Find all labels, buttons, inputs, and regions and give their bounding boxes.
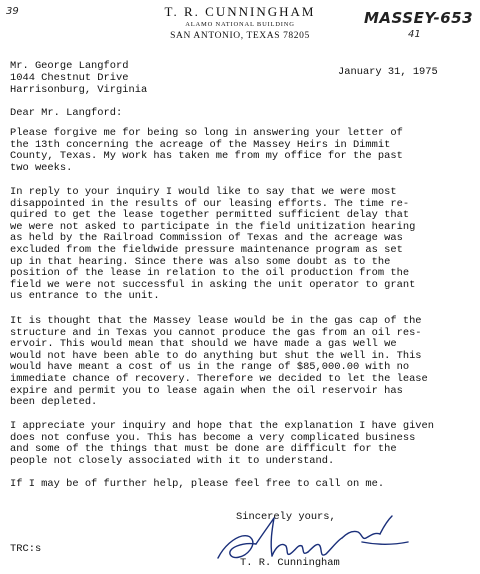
handwritten-page-number: 39 [6,6,19,17]
typist-initials: TRC:s [10,543,42,555]
paragraph-5: If I may be of further help, please feel free to call on me. [10,478,385,490]
signer-name: T. R. Cunningham [240,557,340,569]
recipient-street: 1044 Chestnut Drive [10,72,129,84]
letterhead-building: ALAMO NATIONAL BUILDING [185,21,295,28]
recipient-name: Mr. George Langford [10,60,129,72]
letterhead-name: T. R. CUNNINGHAM [164,4,316,19]
recipient-city: Harrisonburg, Virginia [10,84,148,96]
salutation: Dear Mr. Langford: [10,107,123,119]
paragraph-4: I appreciate your inquiry and hope that the explanation I have given does not confuse you. This has become a very complicated business and some of the things that must be done are difficult for the people not closely associated with it to understand. [10,420,435,467]
letterhead-city: SAN ANTONIO, TEXAS 78205 [170,31,310,41]
closing: Sincerely yours, [236,511,336,523]
handwritten-file-tag: MASSEY-653 [364,9,474,27]
paragraph-1: Please forgive me for being so long in answering your letter of the 13th concerning the acreage of the Massey Heirs in Dimmit County, Texas. My work has taken me from my office for the past two weeks. [10,127,403,174]
paragraph-2: In reply to your inquiry I would like to say that we were most disappointed in the results of our leasing efforts. The time re- quired to get the lease together permitted sufficient delay that we were not asked to participate in the field unitization hearing as held by the Railroad Commission of Texas and the acreage was excluded from the fieldwide pressure maintenance program as set up in that hearing. Since there was also some doubt as to the position of the lease in relation to the oil production from the field we were not successful in asking the unit operator to grant us entrance to the unit. [10,186,416,303]
letter-date: January 31, 1975 [338,66,438,78]
paragraph-3: It is thought that the Massey lease would be in the gas cap of the structure and in Texas you cannot produce the gas from an oil res- ervoir. This would mean that should we have made a gas well we would not have been able to do anything but shut the well in. This would have meant a cost of us in the range of $85,000.00 with no immediate chance of recovery. Therefore we decided to let the lease expire and permit you to lease again when the oil reservoir has been depleted. [10,315,428,409]
handwritten-file-subnumber: 41 [408,29,421,40]
